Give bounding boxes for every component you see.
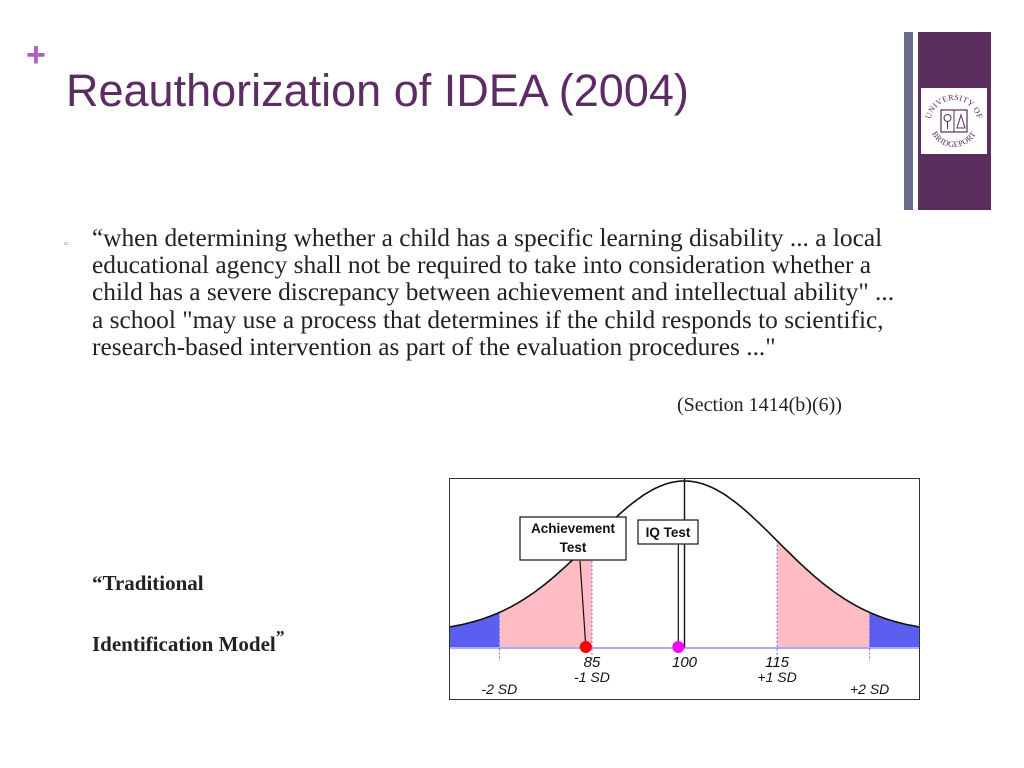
bell-curve-figure (449, 478, 920, 700)
caption-line-1: “Traditional (92, 571, 204, 595)
quote-text: when determining whether a child has a specific learning disability ... a local educational agency shall not be required to take into consideration whether a child has a severe discrepancy between achievement and intellectual ability" ... a school "may use a process that determines if the child responds to scientific, research-based intervention as part of the evaluation procedures ..." (92, 224, 895, 361)
quote-paragraph (92, 225, 902, 361)
caption-text: Identification Model (92, 632, 276, 656)
sd-label-0: -2 SD (481, 681, 518, 697)
region-0 (450, 612, 499, 647)
sd-label-3: +2 SD (849, 681, 890, 697)
achievement-callout-line-2: Test (559, 540, 587, 555)
achievement-dot (580, 641, 592, 653)
bullet-icon: ▫ (64, 238, 68, 250)
brand-accent-bar (904, 32, 913, 210)
plus-marker: + (26, 36, 46, 74)
seal-text-top: UNIVERSITY OF (923, 92, 985, 120)
close-quote-mark: ” (275, 627, 285, 647)
achievement-callout-line-1: Achievement (530, 521, 616, 536)
sd-label-2: +1 SD (757, 669, 797, 685)
tick-label-2: 115 (765, 654, 790, 671)
quote-citation: (Section 1414(b)(6)) (677, 394, 842, 416)
caption-line-2 (92, 624, 285, 657)
open-quote-mark: “ (92, 225, 104, 252)
tick-label-0: 85 (583, 654, 601, 671)
sd-label-1: -1 SD (574, 669, 610, 685)
region-3 (870, 612, 919, 647)
university-seal-logo (921, 88, 987, 154)
iq-callout-label: IQ Test (645, 525, 691, 540)
slide-title: Reauthorization of IDEA (2004) (66, 65, 689, 116)
bell-curve-chart (450, 479, 919, 699)
tick-label-1: 100 (671, 654, 698, 671)
seal-text-bottom: BRIDGEPORT (930, 129, 978, 150)
region-2 (777, 541, 870, 647)
iq-dot (672, 641, 684, 653)
